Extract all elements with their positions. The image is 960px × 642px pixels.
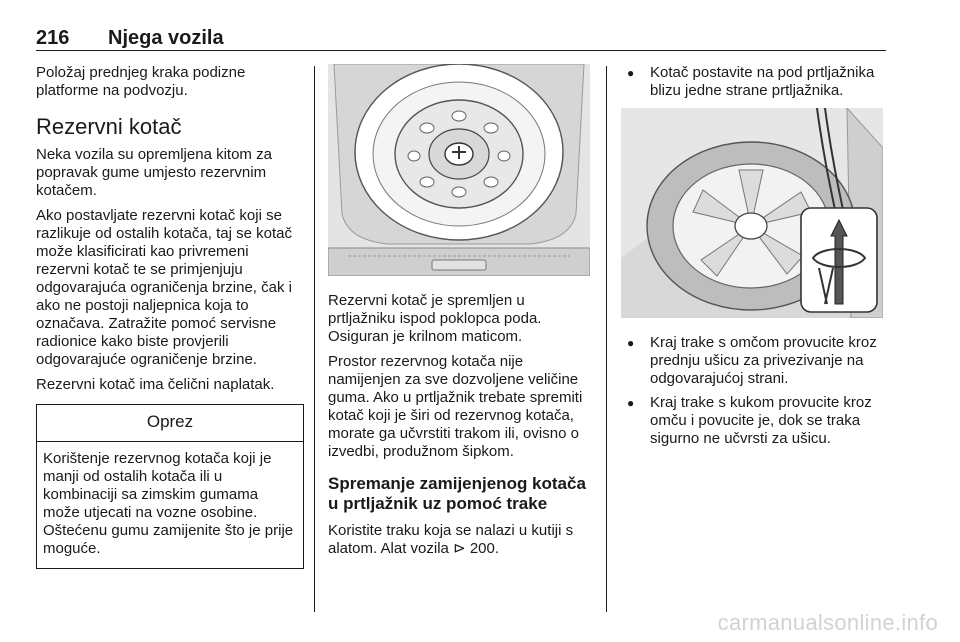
page-number: 216 — [36, 27, 70, 49]
paragraph-stored-under-floor: Rezervni kotač je spremljen u prtljažniku ispod poklopca poda. Osiguran je krilnom maticom. — [328, 292, 542, 345]
column-middle — [328, 64, 596, 565]
column-right — [621, 64, 887, 454]
paragraph-wheel-size: Prostor rezervnog kotača nije namijenjen za sve dozvoljene veličine guma. Ako u prtljažnik trebate spremiti kotač koji je širi od rezervnog kotača, morate ga učvrstiti trakom ili, ovisno o izvedbi, produžnom šipkom. — [328, 353, 583, 460]
paragraph-steel-rim: Rezervni kotač ima čelični naplatak. — [36, 376, 275, 393]
header-rule — [36, 50, 886, 51]
paragraph-repair-kit: Neka vozila su opremljena kitom za popravak gume umjesto rezervnim kotačem. — [36, 146, 272, 199]
caution-text: Korištenje rezervnog kotača koji je manji od ostalih kotača ili u kombinaciji sa zimskim gumama može utjecati na vozne osobine. Oštećenu gumu zamijenite što je prije moguće. — [43, 450, 294, 557]
spare-wheel-well-illustration — [328, 64, 590, 276]
column-divider-2 — [606, 66, 607, 612]
caution-title: Oprez — [37, 405, 303, 442]
paragraph-speed-limits: Ako postavljate rezervni kotač koji se razlikuje od ostalih kotača, taj se kotač može klasificirati kao privremeni rezervni kotač te se primjenjuju odgovarajuća ograničenja brzine, čak i ako ne postoji naljepnica koja to označava. Zatražite pomoć servisne radionice kako biste provjerili odgovarajuće ograničenje brzine. — [36, 207, 292, 368]
intro-paragraph: Položaj prednjeg kraka podizne platforme na podvozju. — [36, 64, 246, 99]
bullet-hook-end: ● Kraj trake s kukom provucite kroz omču i povucite je, dok se traka sigurno ne učvrsti za ušicu. — [621, 394, 887, 448]
spare-wheel-heading: Rezervni kotač — [36, 114, 182, 139]
caution-box — [36, 404, 304, 569]
bullet-loop-end: ● Kraj trake s omčom provucite kroz prednju ušicu za privezivanje na odgovarajućoj strani. — [621, 334, 887, 388]
watermark: carmanualsonline.info — [717, 610, 938, 635]
storing-wheel-heading: Spremanje zamijenjenog kotača u prtljažnik uz pomoć trake — [328, 474, 586, 513]
strap-fastening-illustration — [621, 108, 883, 318]
column-divider-1 — [314, 66, 315, 612]
page-reference-icon: ⊳ — [453, 540, 466, 557]
bullet-place-wheel: ● Kotač postavite na pod prtljažnika blizu jedne strane prtljažnika. — [621, 64, 887, 100]
strap-detail-inset — [801, 208, 877, 312]
page-reference: 200. — [469, 540, 500, 557]
paragraph-use-strap: Koristite traku koja se nalazi u kutiji s alatom. Alat vozila ⊳ 200. — [328, 522, 574, 557]
section-title: Njega vozila — [108, 27, 224, 49]
column-left — [36, 64, 304, 569]
page-header — [36, 27, 224, 50]
